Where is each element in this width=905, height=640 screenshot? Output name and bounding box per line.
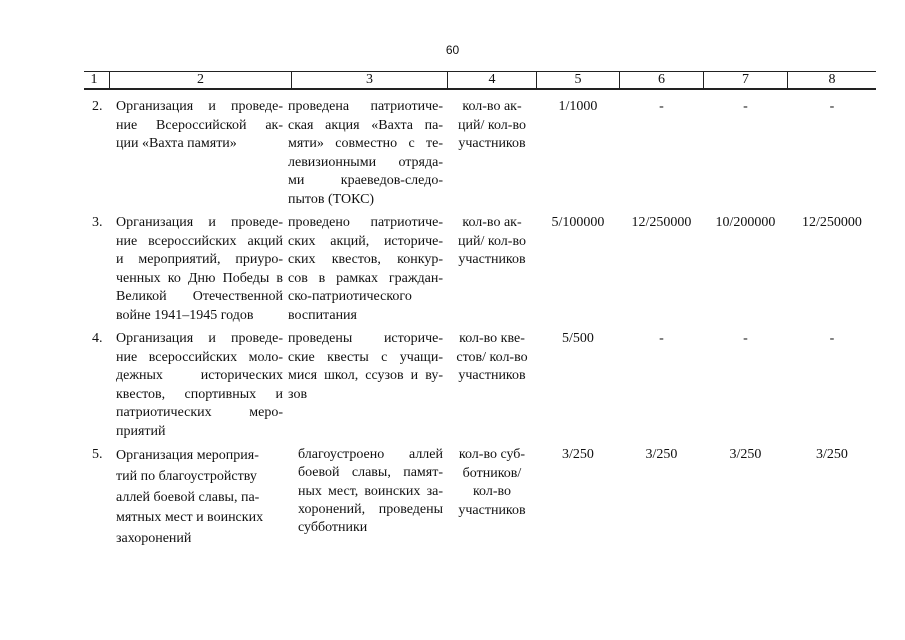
- result-cell: проведена патриотиче- ская акция «Вахта па- мяти» совместно с те- левизионными отряда- ми краеведов-следо- пытов (ТОКС): [288, 99, 443, 207]
- header-col-3: 3: [366, 72, 373, 87]
- header-col-1: 1: [90, 72, 98, 87]
- result-cell: проведено патриотиче- ских акций, историче- ских квестов, конкур- сов в рамках граждан- ско-патриотического воспитания: [288, 215, 443, 323]
- value-col-8: 3/250: [816, 447, 848, 462]
- value-col-6: -: [659, 99, 664, 114]
- header-col-2: 2: [197, 72, 204, 87]
- value-col-5: 5/100000: [551, 215, 605, 230]
- value-col-6: 3/250: [645, 447, 678, 462]
- indicator-cell: кол-во кве- стов/ кол-во участников: [456, 331, 528, 384]
- header-col-4: 4: [488, 72, 496, 87]
- value-col-5: 5/500: [562, 331, 594, 346]
- header-col-5: 5: [574, 72, 582, 87]
- indicator-cell: кол-во ак- ций/ кол-во участников: [458, 215, 526, 268]
- event-cell: Организация и проведе- ние всероссийских моло- дежных исторических квестов, спортивных и патриотических меро- приятий: [116, 331, 283, 439]
- result-cell: проведены историче- ские квесты с учащи- мися школ, ссузов и ву- зов: [288, 331, 443, 402]
- header-col-7: 7: [742, 72, 749, 87]
- value-col-5: 1/1000: [558, 99, 598, 114]
- header-col-8: 8: [828, 72, 836, 87]
- indicator-cell: кол-во ак- ций/ кол-во участников: [458, 99, 526, 152]
- value-col-7: -: [743, 331, 748, 346]
- event-cell: Организация мероприя- тий по благоустройству аллей боевой славы, па- мятных мест и воинских захоронений: [116, 448, 264, 547]
- result-cell: благоустроено аллей боевой славы, памят- ных мест, воинских за- хоронений, проведены субботники: [298, 447, 443, 536]
- value-col-8: -: [829, 99, 835, 114]
- row-number: 2.: [92, 99, 103, 114]
- value-col-7: 10/200000: [715, 215, 776, 230]
- value-col-6: 12/250000: [631, 215, 692, 230]
- event-cell: Организация и проведе- ние всероссийских акций и мероприятий, приуро- ченных ко Дню Победы в Великой Отечественной войне 1941–1945 годов: [116, 215, 283, 323]
- indicator-cell: кол-во суб- ботников/ кол-во участников: [458, 447, 526, 518]
- value-col-6: -: [659, 331, 664, 346]
- header-col-6: 6: [658, 72, 665, 87]
- row-number: 4.: [92, 331, 103, 346]
- value-col-7: 3/250: [729, 447, 762, 462]
- value-col-8: -: [829, 331, 835, 346]
- page-number: 60: [445, 43, 460, 57]
- event-cell: Организация и проведе- ние Всероссийской ак- ции «Вахта памяти»: [116, 99, 283, 152]
- value-col-5: 3/250: [562, 447, 594, 462]
- row-number: 3.: [92, 215, 103, 230]
- value-col-8: 12/250000: [802, 215, 862, 230]
- value-col-7: -: [743, 99, 748, 114]
- row-number: 5.: [92, 447, 103, 462]
